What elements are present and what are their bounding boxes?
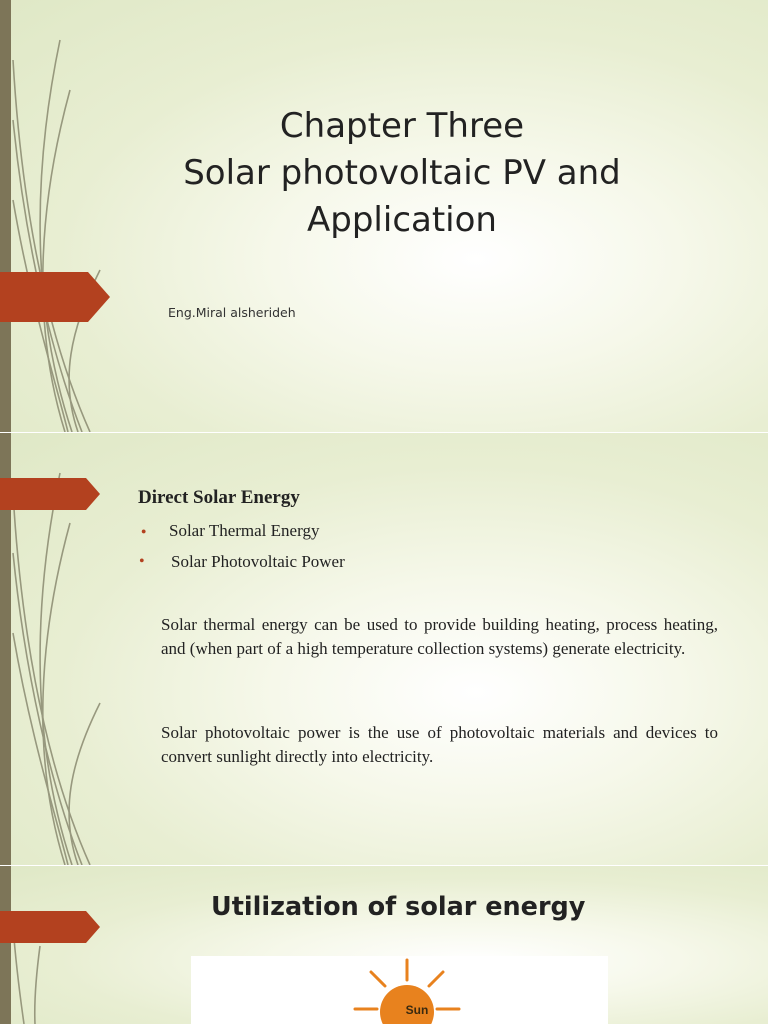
slide-title [100, 103, 704, 244]
content-slide-utilization [0, 866, 768, 1024]
bullet-dot-icon: • [139, 553, 145, 570]
solar-utilization-diagram [191, 956, 608, 1024]
paragraph-solar-photovoltaic: Solar photovoltaic power is the use of photovoltaic materials and devices to convert sunlight directly into electricity. [161, 723, 718, 766]
section-heading: Direct Solar Energy [138, 487, 300, 508]
author-name: Eng.Miral alsherideh [168, 305, 296, 320]
left-decorative-band [0, 866, 11, 1024]
left-decorative-band [0, 0, 11, 432]
list-item [138, 550, 345, 581]
list-item-text: Solar Photovoltaic Power [171, 552, 345, 571]
decorative-swoosh-lines [0, 866, 110, 1024]
bullet-dot-icon: ● [141, 526, 147, 536]
sun-label: Sun [405, 1003, 429, 1017]
title-line-3: Application [307, 200, 497, 240]
content-slide-direct-solar-energy [0, 433, 768, 865]
title-accent-arrow-tab [0, 272, 110, 322]
heading-accent-arrow-tab [0, 478, 100, 510]
decorative-swoosh-lines [0, 0, 110, 432]
list-item-text: Solar Thermal Energy [169, 521, 320, 540]
list-item [138, 519, 345, 550]
heading-accent-arrow-tab [0, 911, 100, 943]
title-line-1: Chapter Three [279, 106, 525, 146]
paragraph-solar-thermal: Solar thermal energy can be used to provide building heating, process heating, and (when part of a high temperature collection systems) generate electricity. [161, 615, 718, 658]
bullet-list [138, 519, 345, 581]
title-slide [0, 0, 768, 432]
title-line-2: Solar photovoltaic PV and [183, 153, 621, 193]
slide-title: Utilization of solar energy [211, 892, 586, 922]
